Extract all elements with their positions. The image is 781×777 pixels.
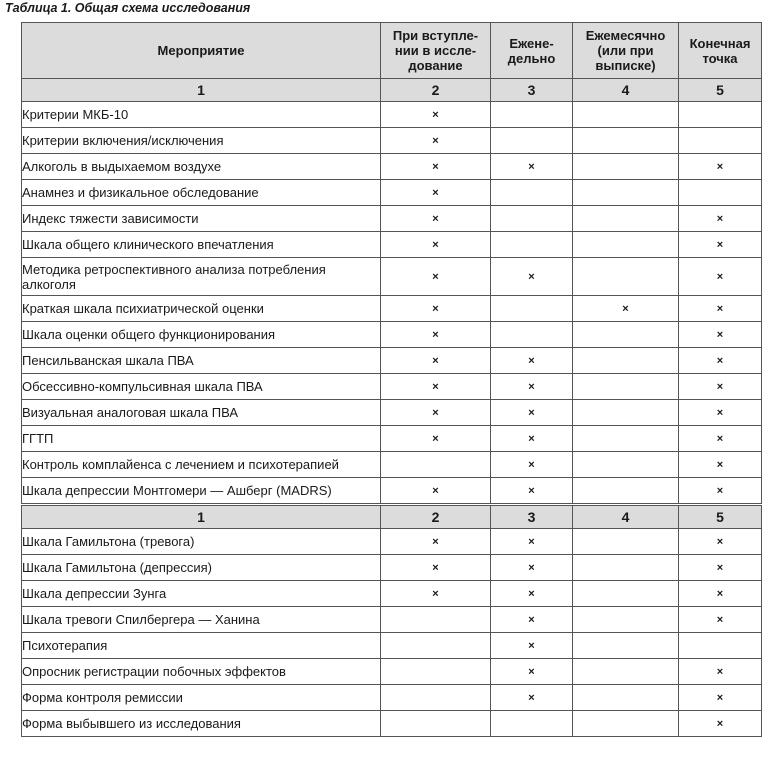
colnum-weekly: 3	[491, 79, 573, 102]
mark-cell-checked: ×	[381, 258, 491, 296]
mark-cell-empty	[573, 711, 679, 737]
event-name: Алкоголь в выдыхаемом воздухе	[22, 154, 381, 180]
header-weekly: Еженe- дельно	[491, 23, 573, 79]
mark-cell-empty	[573, 555, 679, 581]
mark-cell-checked: ×	[491, 374, 573, 400]
table-row	[22, 581, 762, 607]
mark-cell-empty	[491, 322, 573, 348]
mark-cell-empty	[573, 478, 679, 505]
event-name: Анамнез и физикальное обследование	[22, 180, 381, 206]
mark-cell-checked: ×	[491, 348, 573, 374]
event-name: Шкала депрессии Зунга	[22, 581, 381, 607]
mark-cell-checked: ×	[491, 607, 573, 633]
mark-cell-empty	[573, 102, 679, 128]
mark-cell-checked: ×	[679, 400, 762, 426]
mark-cell-empty	[381, 711, 491, 737]
table-row	[22, 258, 762, 296]
mark-cell-checked: ×	[491, 581, 573, 607]
mark-cell-checked: ×	[573, 296, 679, 322]
mark-cell-checked: ×	[679, 426, 762, 452]
header-enrollment: При вступле- нии в иссле- дование	[381, 23, 491, 79]
mark-cell-empty	[573, 232, 679, 258]
mark-cell-empty	[573, 581, 679, 607]
colnum-enrollment: 2	[381, 505, 491, 529]
mark-cell-empty	[491, 206, 573, 232]
mark-cell-checked: ×	[381, 128, 491, 154]
mark-cell-checked: ×	[679, 452, 762, 478]
mark-cell-empty	[573, 607, 679, 633]
table-caption: Таблица 1. Общая схема исследования	[5, 1, 251, 15]
mark-cell-empty	[679, 180, 762, 206]
mark-cell-empty	[573, 128, 679, 154]
mark-cell-empty	[381, 607, 491, 633]
table-row	[22, 659, 762, 685]
table-row	[22, 322, 762, 348]
mark-cell-checked: ×	[491, 426, 573, 452]
mark-cell-empty	[679, 128, 762, 154]
mark-cell-empty	[573, 529, 679, 555]
mark-cell-empty	[491, 296, 573, 322]
mark-cell-checked: ×	[491, 659, 573, 685]
mark-cell-checked: ×	[679, 374, 762, 400]
mark-cell-empty	[381, 659, 491, 685]
mark-cell-empty	[491, 711, 573, 737]
mark-cell-checked: ×	[491, 685, 573, 711]
mark-cell-checked: ×	[679, 348, 762, 374]
mark-cell-empty	[573, 374, 679, 400]
mark-cell-checked: ×	[679, 296, 762, 322]
mark-cell-checked: ×	[491, 258, 573, 296]
event-name: Обсессивно-компульсивная шкала ПВА	[22, 374, 381, 400]
event-name: ГГТП	[22, 426, 381, 452]
mark-cell-checked: ×	[381, 206, 491, 232]
header-event: Мероприятие	[22, 23, 381, 79]
table-row	[22, 102, 762, 128]
table-row	[22, 607, 762, 633]
mark-cell-checked: ×	[381, 529, 491, 555]
mark-cell-empty	[573, 685, 679, 711]
mark-cell-checked: ×	[381, 322, 491, 348]
table-row	[22, 206, 762, 232]
mark-cell-checked: ×	[679, 206, 762, 232]
event-name: Критерии МКБ-10	[22, 102, 381, 128]
mark-cell-checked: ×	[679, 154, 762, 180]
event-name: Шкала Гамильтона (тревога)	[22, 529, 381, 555]
table-body	[22, 79, 762, 737]
table-row	[22, 128, 762, 154]
mark-cell-empty	[491, 102, 573, 128]
event-name: Опросник регистрации побочных эффектов	[22, 659, 381, 685]
mark-cell-checked: ×	[381, 374, 491, 400]
mark-cell-checked: ×	[491, 154, 573, 180]
mark-cell-empty	[573, 154, 679, 180]
table-row	[22, 374, 762, 400]
mark-cell-checked: ×	[491, 452, 573, 478]
event-name: Индекс тяжести зависимости	[22, 206, 381, 232]
colnum-endpoint: 5	[679, 505, 762, 529]
mark-cell-checked: ×	[491, 478, 573, 505]
mark-cell-checked: ×	[381, 426, 491, 452]
table-row	[22, 154, 762, 180]
table-row	[22, 180, 762, 206]
column-number-row	[22, 79, 762, 102]
mark-cell-checked: ×	[381, 154, 491, 180]
table-row	[22, 232, 762, 258]
mark-cell-empty	[679, 633, 762, 659]
mark-cell-checked: ×	[679, 659, 762, 685]
event-name: Шкала оценки общего функционирования	[22, 322, 381, 348]
mark-cell-checked: ×	[381, 348, 491, 374]
mark-cell-empty	[381, 633, 491, 659]
mark-cell-empty	[381, 685, 491, 711]
table-row	[22, 555, 762, 581]
mark-cell-empty	[573, 206, 679, 232]
mark-cell-checked: ×	[679, 711, 762, 737]
table-row	[22, 633, 762, 659]
event-name: Шкала Гамильтона (депрессия)	[22, 555, 381, 581]
table-row	[22, 348, 762, 374]
mark-cell-checked: ×	[381, 555, 491, 581]
mark-cell-checked: ×	[381, 232, 491, 258]
mark-cell-checked: ×	[679, 607, 762, 633]
event-name: Форма контроля ремиссии	[22, 685, 381, 711]
event-name: Шкала тревоги Спилбергера — Ханина	[22, 607, 381, 633]
table-row	[22, 296, 762, 322]
mark-cell-checked: ×	[381, 581, 491, 607]
mark-cell-empty	[573, 258, 679, 296]
mark-cell-checked: ×	[491, 633, 573, 659]
mark-cell-empty	[491, 232, 573, 258]
header-endpoint: Конечная точка	[679, 23, 762, 79]
table-row	[22, 452, 762, 478]
mark-cell-checked: ×	[679, 258, 762, 296]
table-row	[22, 529, 762, 555]
mark-cell-empty	[573, 633, 679, 659]
mark-cell-empty	[491, 128, 573, 154]
mark-cell-checked: ×	[381, 180, 491, 206]
mark-cell-checked: ×	[679, 581, 762, 607]
colnum-monthly: 4	[573, 505, 679, 529]
mark-cell-empty	[573, 426, 679, 452]
event-name: Пенсильванская шкала ПВА	[22, 348, 381, 374]
colnum-event: 1	[22, 79, 381, 102]
study-schedule-table	[21, 22, 762, 737]
colnum-enrollment: 2	[381, 79, 491, 102]
event-name: Шкала депрессии Монтгомери — Ашберг (MADRS)	[22, 478, 381, 505]
table-row	[22, 685, 762, 711]
event-name: Шкала общего клинического впечатления	[22, 232, 381, 258]
event-name: Психотерапия	[22, 633, 381, 659]
mark-cell-empty	[573, 659, 679, 685]
mark-cell-checked: ×	[491, 529, 573, 555]
mark-cell-checked: ×	[491, 555, 573, 581]
mark-cell-checked: ×	[381, 400, 491, 426]
table-row	[22, 478, 762, 505]
mark-cell-empty	[573, 452, 679, 478]
mark-cell-checked: ×	[381, 296, 491, 322]
event-name: Форма выбывшего из исследования	[22, 711, 381, 737]
mark-cell-checked: ×	[679, 555, 762, 581]
mark-cell-empty	[573, 400, 679, 426]
header-monthly: Ежемесячно (или при выписке)	[573, 23, 679, 79]
mark-cell-checked: ×	[679, 478, 762, 505]
event-name: Контроль комплайенса с лечением и психотерапией	[22, 452, 381, 478]
colnum-weekly: 3	[491, 505, 573, 529]
event-name: Методика ретроспективного анализа потребления алкоголя	[22, 258, 381, 296]
mark-cell-checked: ×	[381, 478, 491, 505]
mark-cell-checked: ×	[679, 685, 762, 711]
table-row	[22, 426, 762, 452]
colnum-event: 1	[22, 505, 381, 529]
mark-cell-empty	[679, 102, 762, 128]
mark-cell-checked: ×	[679, 322, 762, 348]
event-name: Критерии включения/исключения	[22, 128, 381, 154]
mark-cell-empty	[573, 322, 679, 348]
event-name: Краткая шкала психиатрической оценки	[22, 296, 381, 322]
mark-cell-empty	[381, 452, 491, 478]
mark-cell-checked: ×	[381, 102, 491, 128]
colnum-endpoint: 5	[679, 79, 762, 102]
mark-cell-empty	[573, 180, 679, 206]
table-row	[22, 711, 762, 737]
event-name: Визуальная аналоговая шкала ПВА	[22, 400, 381, 426]
column-number-row	[22, 505, 762, 529]
colnum-monthly: 4	[573, 79, 679, 102]
table-row	[22, 400, 762, 426]
mark-cell-checked: ×	[679, 529, 762, 555]
mark-cell-checked: ×	[491, 400, 573, 426]
mark-cell-empty	[573, 348, 679, 374]
mark-cell-checked: ×	[679, 232, 762, 258]
mark-cell-empty	[491, 180, 573, 206]
